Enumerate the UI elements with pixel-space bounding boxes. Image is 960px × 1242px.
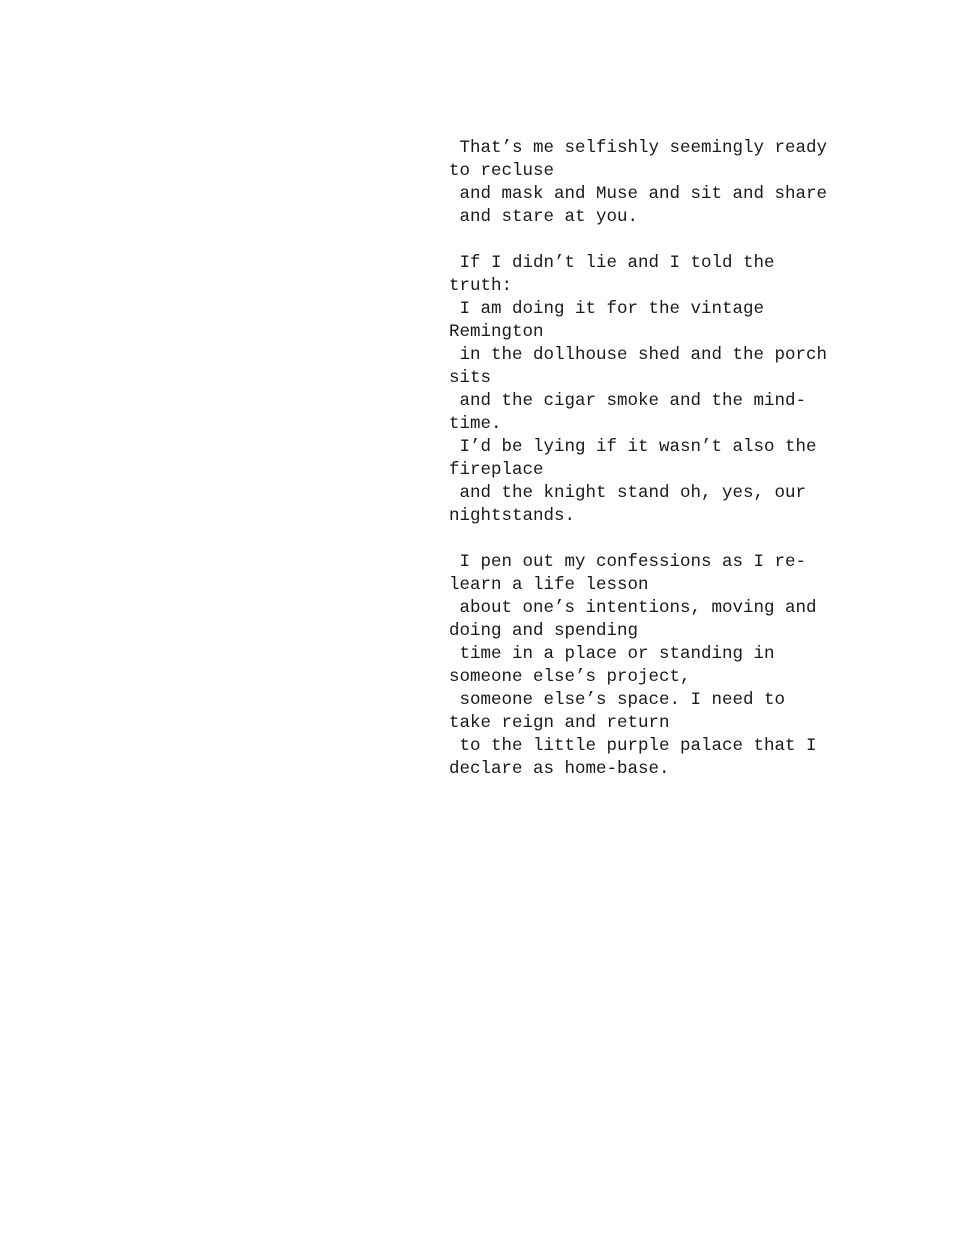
poem-line: and the knight stand oh, yes, our <box>449 483 807 503</box>
poem-line: I am doing it for the vintage <box>449 299 765 319</box>
poem-line: to recluse <box>449 161 555 181</box>
stanza-1 <box>449 137 849 229</box>
poem-line: and the cigar smoke and the mind- <box>449 391 807 411</box>
poem-line: Remington <box>449 322 544 342</box>
poem-line: truth: <box>449 276 513 296</box>
poem-line: someone else’s project, <box>449 667 691 687</box>
poem-line: learn a life lesson <box>449 575 649 595</box>
poem-line: fireplace <box>449 460 544 480</box>
poem-line: someone else’s space. I need to <box>449 690 786 710</box>
poem-line: If I didn’t lie and I told the <box>449 253 775 273</box>
poem-line: sits <box>449 368 492 388</box>
poem-line: I’d be lying if it wasn’t also the <box>449 437 817 457</box>
poem-line: That’s me selfishly seemingly ready <box>449 138 828 158</box>
poem-line: about one’s intentions, moving and <box>449 598 817 618</box>
poem-line: time in a place or standing in <box>449 644 775 664</box>
poem-line: nightstands. <box>449 506 576 526</box>
poem-line: and stare at you. <box>449 207 639 227</box>
stanza-2 <box>449 252 849 528</box>
poem-line: declare as home-base. <box>449 759 670 779</box>
poem-line: take reign and return <box>449 713 670 733</box>
poem-line: doing and spending <box>449 621 639 641</box>
poem-line: and mask and Muse and sit and share <box>449 184 828 204</box>
poem-line: to the little purple palace that I <box>449 736 817 756</box>
stanza-3 <box>449 551 849 781</box>
poem-line: in the dollhouse shed and the porch <box>449 345 828 365</box>
poem-body <box>449 137 849 804</box>
poem-line: I pen out my confessions as I re- <box>449 552 807 572</box>
poem-line: time. <box>449 414 502 434</box>
